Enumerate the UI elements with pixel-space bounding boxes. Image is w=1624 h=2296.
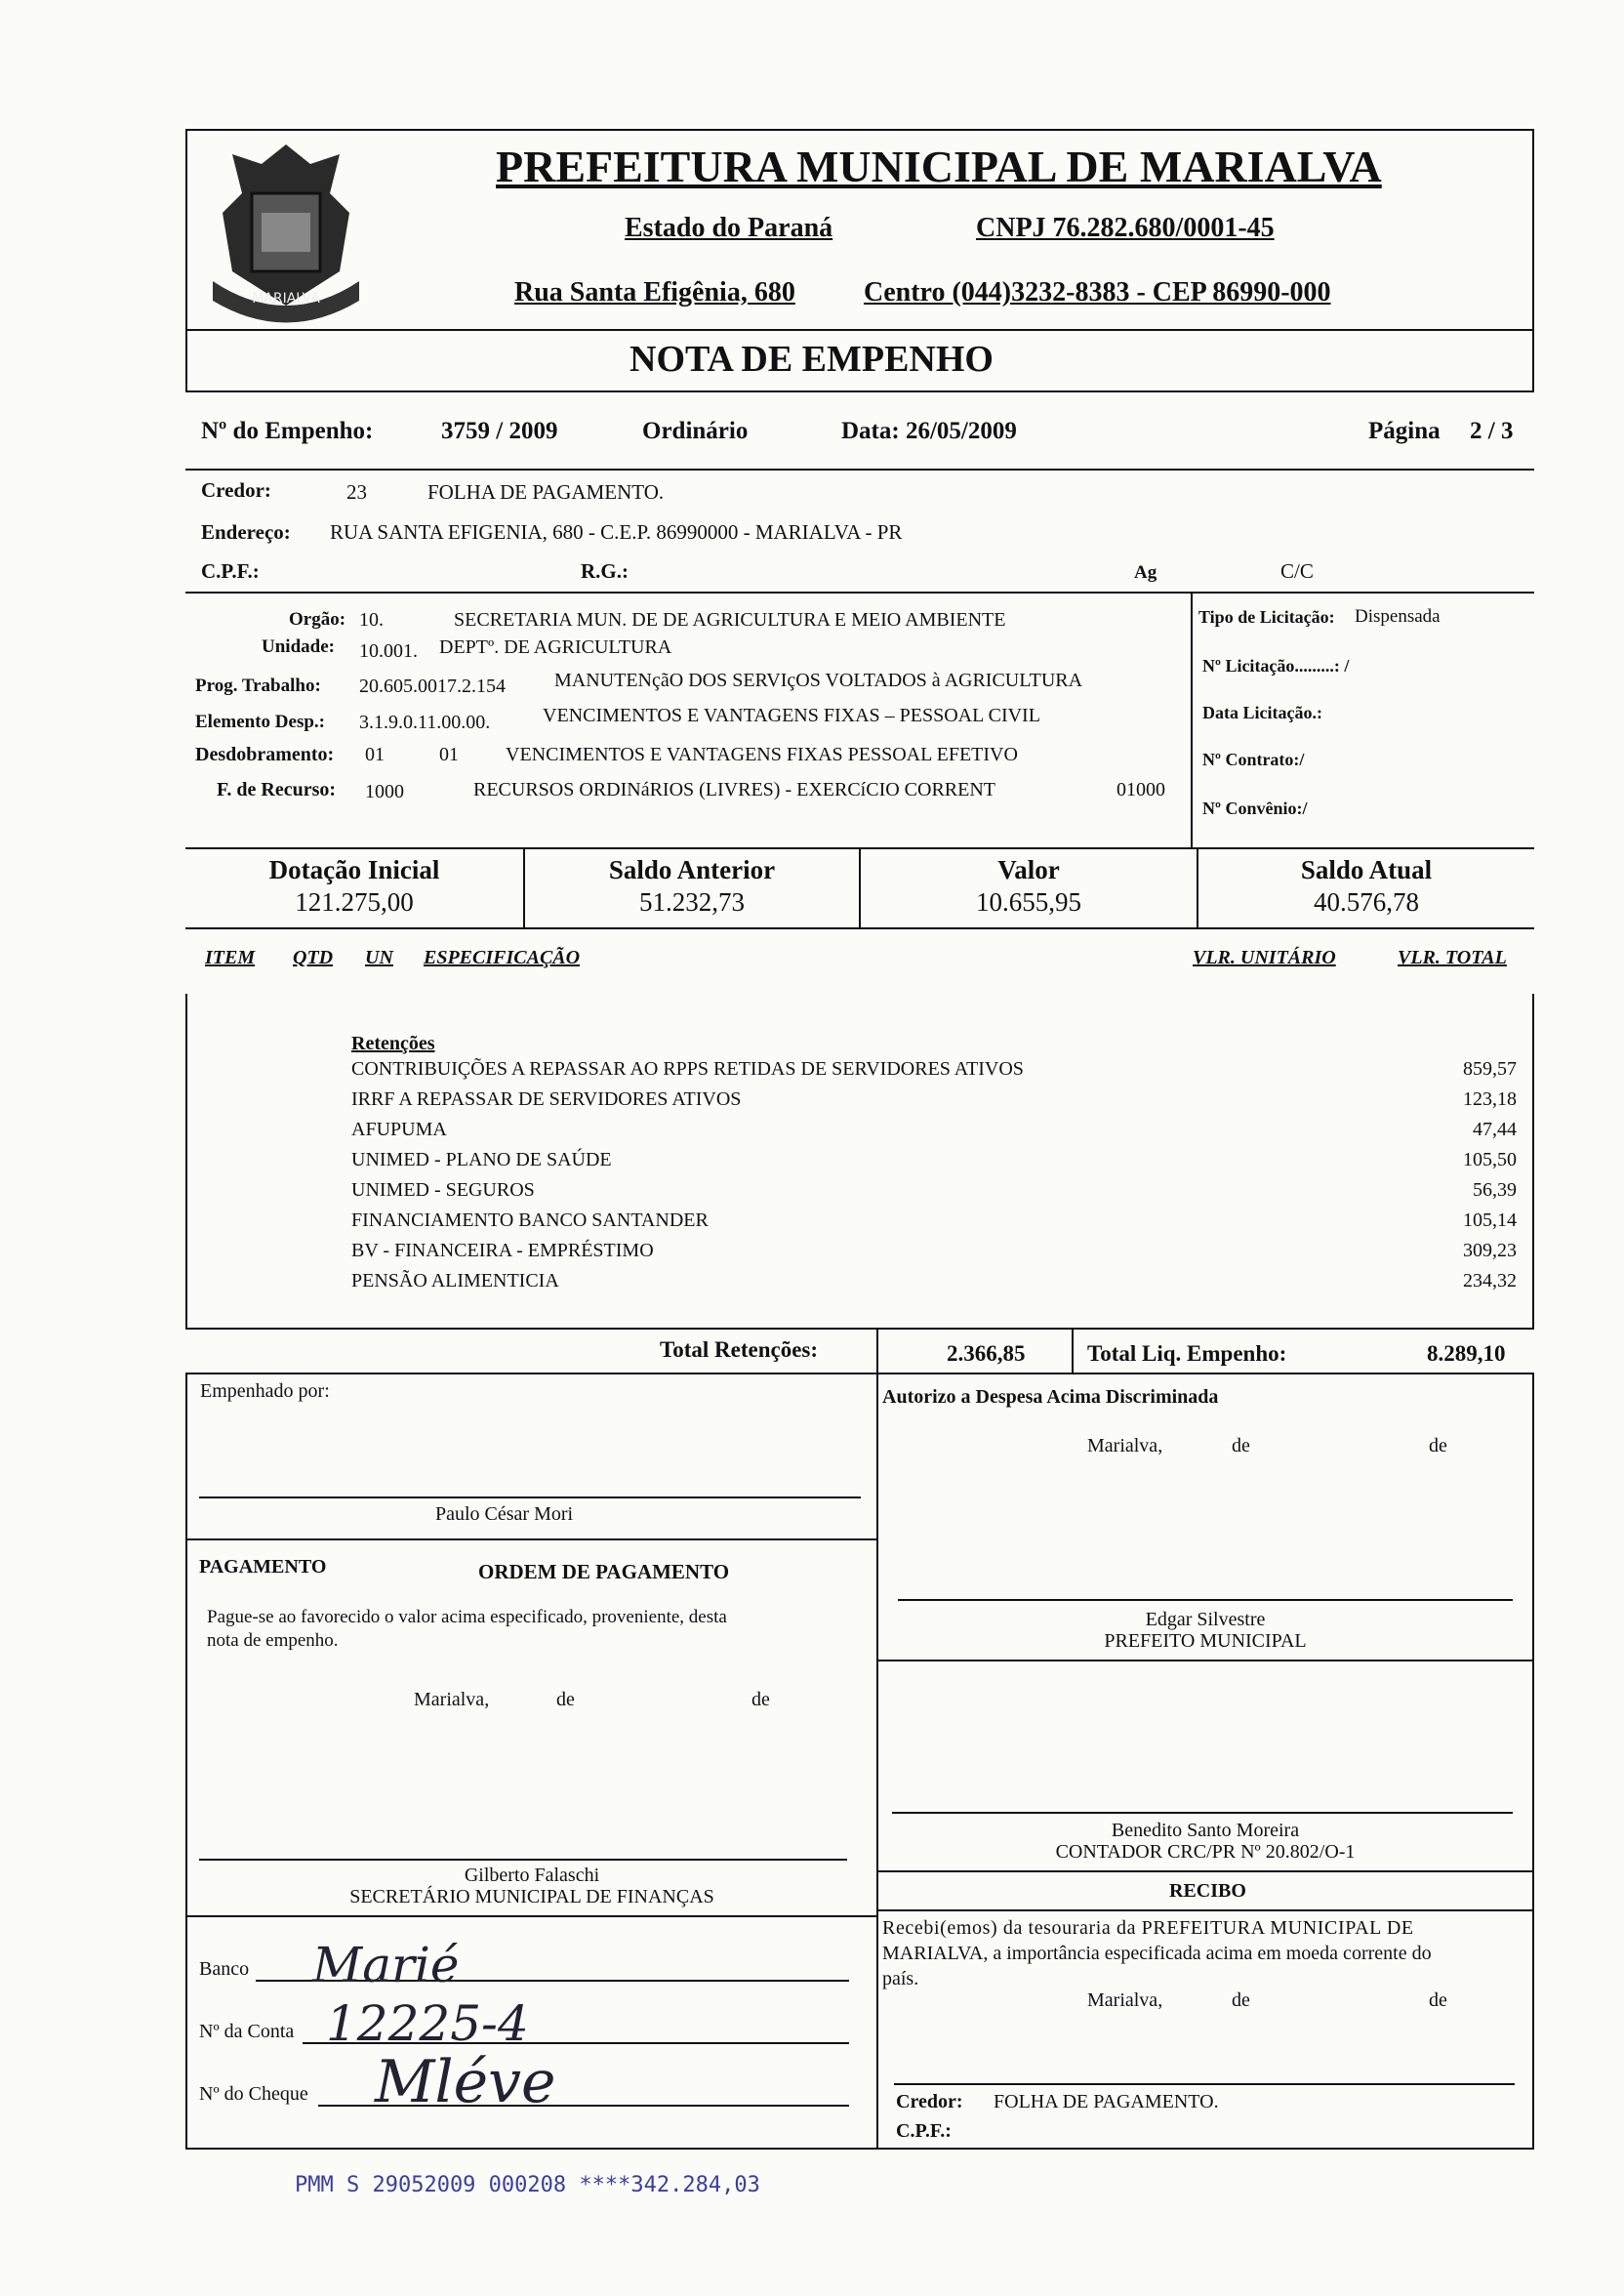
saldo-anterior-value: 51.232,73 <box>639 887 745 917</box>
secretario-role: SECRETÁRIO MUNICIPAL DE FINANÇAS <box>349 1886 714 1907</box>
credor-name: FOLHA DE PAGAMENTO. <box>427 480 665 504</box>
pagamento-label: PAGAMENTO <box>199 1556 327 1578</box>
pagamento-de-2: de <box>751 1689 770 1710</box>
banco-label: Banco <box>199 1958 250 1980</box>
coat-of-arms-logo <box>193 135 379 330</box>
page-number: 2 / 3 <box>1470 418 1514 444</box>
ag-label: Ag <box>1134 562 1157 583</box>
saldo-atual-label: Saldo Atual <box>1300 855 1433 884</box>
cpf-label: C.P.F.: <box>201 559 260 583</box>
recibo-text-2: MARIALVA, a importância especificada acima em moeda corrente do <box>882 1943 1432 1964</box>
col-vlr-total: VLR. TOTAL <box>1398 947 1507 968</box>
contrato-label: Nº Contrato:/ <box>1202 750 1305 769</box>
recurso-code: 1000 <box>365 781 404 802</box>
convenio-label: Nº Convênio:/ <box>1202 799 1308 818</box>
autorizo-city: Marialva, <box>1087 1435 1163 1456</box>
prog-label: Prog. Trabalho: <box>195 676 321 696</box>
retencao-desc: AFUPUMA <box>351 1119 447 1140</box>
col-item: ITEM <box>205 947 256 968</box>
banco-handwritten: Marié <box>312 1937 460 1993</box>
recibo-cpf-label: C.P.F.: <box>896 2120 952 2142</box>
elemento-label: Elemento Desp.: <box>195 712 325 732</box>
rg-label: R.G.: <box>581 559 629 583</box>
contador-name: Benedito Santo Moreira <box>1111 1820 1300 1841</box>
tipo-licitacao-label: Tipo de Licitação: <box>1198 607 1335 627</box>
retencao-desc: UNIMED - PLANO DE SAÚDE <box>351 1149 612 1170</box>
dotacao-label: Dotação Inicial <box>268 855 440 884</box>
retencao-value: 56,39 <box>1473 1179 1517 1201</box>
endereco-label: Endereço: <box>201 520 291 544</box>
prefeito-name: Edgar Silvestre <box>1145 1609 1266 1630</box>
orgao-desc: SECRETARIA MUN. DE DE AGRICULTURA E MEIO AMBIENTE <box>454 609 1006 631</box>
empenho-type: Ordinário <box>642 418 749 444</box>
retencao-value: 123,18 <box>1463 1088 1517 1110</box>
empenhado-label: Empenhado por: <box>200 1380 330 1402</box>
cc-label: C/C <box>1280 559 1314 583</box>
retencoes-title: Retenções <box>351 1033 435 1054</box>
recibo-credor-label: Credor: <box>896 2091 963 2112</box>
retencao-value: 47,44 <box>1473 1119 1517 1140</box>
col-especificacao: ESPECIFICAÇÃO <box>424 947 581 968</box>
cnpj: CNPJ 76.282.680/0001-45 <box>976 213 1275 243</box>
saldo-atual-value: 40.576,78 <box>1314 887 1419 917</box>
licitacao-number-label: Nº Licitação.........: / <box>1202 656 1350 676</box>
orgao-code: 10. <box>359 609 384 631</box>
prefeitura-title: PREFEITURA MUNICIPAL DE MARIALVA <box>496 142 1382 191</box>
desdobramento-code-2: 01 <box>439 744 459 765</box>
prog-desc: MANUTENçãO DOS SERVIçOS VOLTADOS à AGRICULTURA <box>554 670 1083 691</box>
retencao-desc: UNIMED - SEGUROS <box>351 1179 535 1201</box>
conta-label: Nº da Conta <box>199 2021 295 2042</box>
state-name: Estado do Paraná <box>625 213 833 243</box>
ordem-pagamento-label: ORDEM DE PAGAMENTO <box>478 1560 730 1583</box>
recibo-text-1: Recebi(emos) da tesouraria da PREFEITURA MUNICIPAL DE <box>882 1917 1414 1939</box>
autorizo-label: Autorizo a Despesa Acima Discriminada <box>882 1386 1219 1408</box>
recurso-desc: RECURSOS ORDINáRIOS (LIVRES) - EXERCíCIO CORRENT <box>473 779 996 800</box>
total-liquido-value: 8.289,10 <box>1427 1341 1506 1366</box>
secretario-name: Gilberto Falaschi <box>464 1865 600 1886</box>
dotacao-value: 121.275,00 <box>295 887 414 917</box>
recibo-city: Marialva, <box>1087 1989 1163 2011</box>
tipo-licitacao-value: Dispensada <box>1355 606 1441 627</box>
page-label: Página <box>1368 418 1441 444</box>
orgao-label: Orgão: <box>289 609 346 630</box>
recurso-label: F. de Recurso: <box>217 779 337 800</box>
col-un: UN <box>365 947 393 968</box>
recibo-text-3: país. <box>882 1968 919 1989</box>
retencao-desc: PENSÃO ALIMENTICIA <box>351 1270 559 1292</box>
elemento-code: 3.1.9.0.11.00.00. <box>359 712 491 733</box>
retencao-value: 309,23 <box>1463 1240 1517 1261</box>
total-liquido-label: Total Liq. Empenho: <box>1087 1341 1287 1366</box>
total-retencoes-label: Total Retenções: <box>660 1337 819 1362</box>
recibo-credor-value: FOLHA DE PAGAMENTO. <box>994 2091 1219 2112</box>
recibo-de-2: de <box>1429 1989 1447 2011</box>
retencao-desc: CONTRIBUIÇÕES A REPASSAR AO RPPS RETIDAS DE SERVIDORES ATIVOS <box>351 1058 1024 1080</box>
contador-role: CONTADOR CRC/PR Nº 20.802/O-1 <box>1055 1841 1356 1863</box>
authentication-stamp: PMM S 29052009 000208 ****342.284,03 <box>295 2173 760 2197</box>
retencao-desc: FINANCIAMENTO BANCO SANTANDER <box>351 1210 709 1231</box>
data-licitacao-label: Data Licitação.: <box>1202 703 1322 722</box>
retencao-desc: IRRF A REPASSAR DE SERVIDORES ATIVOS <box>351 1088 742 1110</box>
endereco-value: RUA SANTA EFIGENIA, 680 - C.E.P. 86990000 - MARIALVA - PR <box>330 520 903 544</box>
elemento-desc: VENCIMENTOS E VANTAGENS FIXAS – PESSOAL CIVIL <box>543 705 1040 726</box>
autorizo-de-1: de <box>1232 1435 1250 1456</box>
retencao-value: 859,57 <box>1463 1058 1517 1080</box>
credor-label: Credor: <box>201 478 271 502</box>
col-qtd: QTD <box>293 947 334 968</box>
district-phone: Centro (044)3232-8383 - CEP 86990-000 <box>864 277 1331 308</box>
pagamento-de-1: de <box>556 1689 575 1710</box>
unidade-label: Unidade: <box>262 636 335 657</box>
desdobramento-code-1: 01 <box>365 744 385 765</box>
retencao-value: 105,50 <box>1463 1149 1517 1170</box>
recurso-code-2: 01000 <box>1116 779 1165 800</box>
pagamento-text-2: nota de empenho. <box>207 1630 339 1651</box>
retencao-value: 105,14 <box>1463 1210 1517 1231</box>
saldo-anterior-label: Saldo Anterior <box>608 855 776 884</box>
cheque-label: Nº do Cheque <box>199 2083 308 2105</box>
valor-value: 10.655,95 <box>976 887 1081 917</box>
unidade-desc: DEPTº. DE AGRICULTURA <box>439 636 672 658</box>
pagamento-city: Marialva, <box>414 1689 490 1710</box>
desdobramento-desc: VENCIMENTOS E VANTAGENS FIXAS PESSOAL EFETIVO <box>506 744 1018 765</box>
prog-code: 20.605.0017.2.154 <box>359 676 506 697</box>
empenho-date: Data: 26/05/2009 <box>841 418 1017 444</box>
retencao-desc: BV - FINANCEIRA - EMPRÉSTIMO <box>351 1240 654 1261</box>
pagamento-text-1: Pague-se ao favorecido o valor acima especificado, proveniente, desta <box>207 1607 727 1627</box>
conta-handwritten: 12225-4 <box>326 1995 529 2052</box>
col-vlr-unitario: VLR. UNITÁRIO <box>1193 947 1336 968</box>
empenhado-name: Paulo César Mori <box>435 1503 574 1525</box>
document-title: NOTA DE EMPENHO <box>629 339 994 380</box>
recibo-title: RECIBO <box>1169 1880 1246 1902</box>
valor-label: Valor <box>997 855 1060 884</box>
empenho-label: Nº do Empenho: <box>201 418 374 444</box>
desdobramento-label: Desdobramento: <box>195 744 335 765</box>
cheque-handwritten: Mléve <box>375 2048 556 2116</box>
unidade-code: 10.001. <box>359 640 418 662</box>
address: Rua Santa Efigênia, 680 <box>514 277 795 308</box>
recibo-de-1: de <box>1232 1989 1250 2011</box>
logo-banner-text: MARIALVA <box>252 291 320 307</box>
credor-code: 23 <box>346 480 367 504</box>
empenho-number: 3759 / 2009 <box>441 418 558 444</box>
total-retencoes-value: 2.366,85 <box>947 1341 1026 1366</box>
autorizo-de-2: de <box>1429 1435 1447 1456</box>
retencao-value: 234,32 <box>1463 1270 1517 1292</box>
prefeito-role: PREFEITO MUNICIPAL <box>1104 1630 1307 1652</box>
